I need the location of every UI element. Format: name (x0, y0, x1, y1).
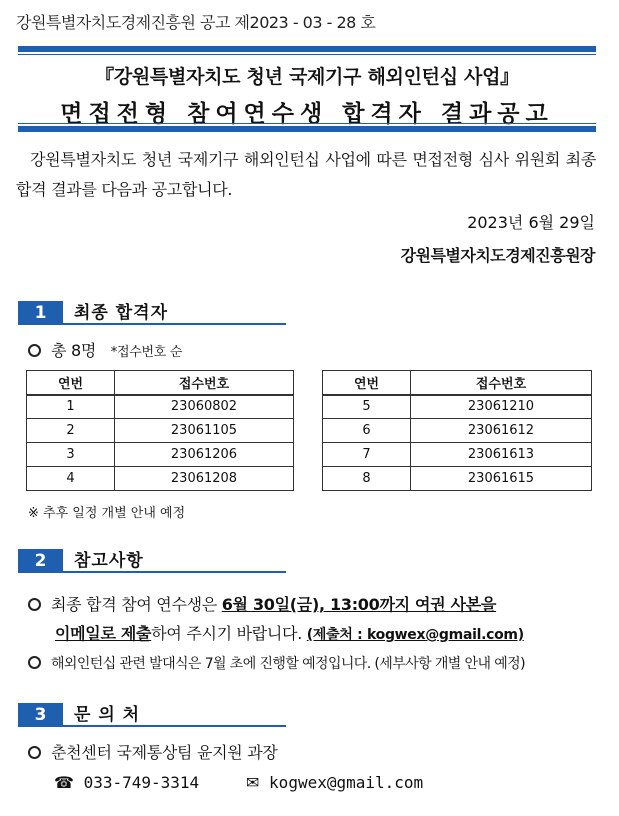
section-3-bullet: 춘천센터 국제통상팀 윤지원 과장 (28, 740, 278, 763)
column-header-no: 연번 (27, 371, 115, 395)
circle-bullet-icon (28, 344, 41, 357)
table-row: 2 23061105 (27, 419, 294, 443)
contact-email[interactable]: ✉ kogwex@gmail.com (246, 773, 424, 792)
section-1-title: 최종 합격자 (74, 303, 169, 323)
section-3-title: 문 의 처 (74, 705, 141, 725)
table-row: 5 23061210 (323, 395, 592, 419)
column-header-no: 연번 (323, 371, 411, 395)
phone-icon: ☎ (54, 773, 74, 792)
issuer-name: 강원특별자치도경제진흥원장 (400, 246, 595, 265)
column-header-id: 접수번호 (411, 371, 592, 395)
submission-email[interactable]: (제출처 : kogwex@gmail.com) (306, 627, 524, 643)
notice-number: 강원특별자치도경제진흥원 공고 제2023 - 03 - 28 호 (16, 13, 376, 32)
section-1-header (18, 301, 286, 325)
intro-paragraph: 강원특별자치도 청년 국제기구 해외인턴십 사업에 따른 면접전형 심사 위원회 최종 합격 결과를 다음과 공고합니다. (16, 150, 596, 199)
section-2-header (18, 549, 286, 573)
table-row: 7 23061613 (323, 443, 592, 467)
sort-note: *접수번호 순 (110, 345, 183, 360)
results-table-right (322, 370, 592, 491)
section-2-title: 참고사항 (74, 551, 144, 571)
column-header-id: 접수번호 (115, 371, 294, 395)
results-table-left (26, 370, 294, 491)
section-2-bullet-1: 최종 합격 참여 연수생은 6월 30일(금), 13:00까지 여권 사본을 이메일로 제출하여 주시기 바랍니다. (제출처 : kogwex@gmail.com) (28, 590, 598, 650)
circle-bullet-icon (28, 656, 41, 669)
section-3-header (18, 703, 286, 727)
contact-phone: ☎ 033-749-3314 (54, 773, 200, 792)
table-row: 8 23061615 (323, 467, 592, 491)
title-box (18, 46, 596, 132)
section-2-bullet-2: 해외인턴십 관련 발대식은 7월 초에 진행할 예정입니다. (세부사항 개별 안내 예정) (28, 653, 525, 673)
section-1-bullet: 총 8명 *접수번호 순 (28, 338, 182, 361)
title-line-2: 면접전형 참여연수생 합격자 결과공고 (60, 101, 554, 127)
circle-bullet-icon (28, 598, 41, 611)
title-line-1: 『강원특별자치도 청년 국제기구 해외인턴십 사업』 (95, 66, 519, 88)
table-row: 1 23060802 (27, 395, 294, 419)
notice-date: 2023년 6월 29일 (467, 213, 595, 232)
table-row: 4 23061208 (27, 467, 294, 491)
section-1-number: 1 (18, 301, 63, 325)
schedule-note: ※ 추후 일정 개별 안내 예정 (28, 506, 186, 521)
section-2-number: 2 (18, 549, 63, 573)
table-row: 6 23061612 (323, 419, 592, 443)
circle-bullet-icon (28, 746, 41, 759)
table-row: 3 23061206 (27, 443, 294, 467)
section-3-number: 3 (18, 703, 63, 727)
envelope-icon: ✉ (246, 773, 260, 792)
